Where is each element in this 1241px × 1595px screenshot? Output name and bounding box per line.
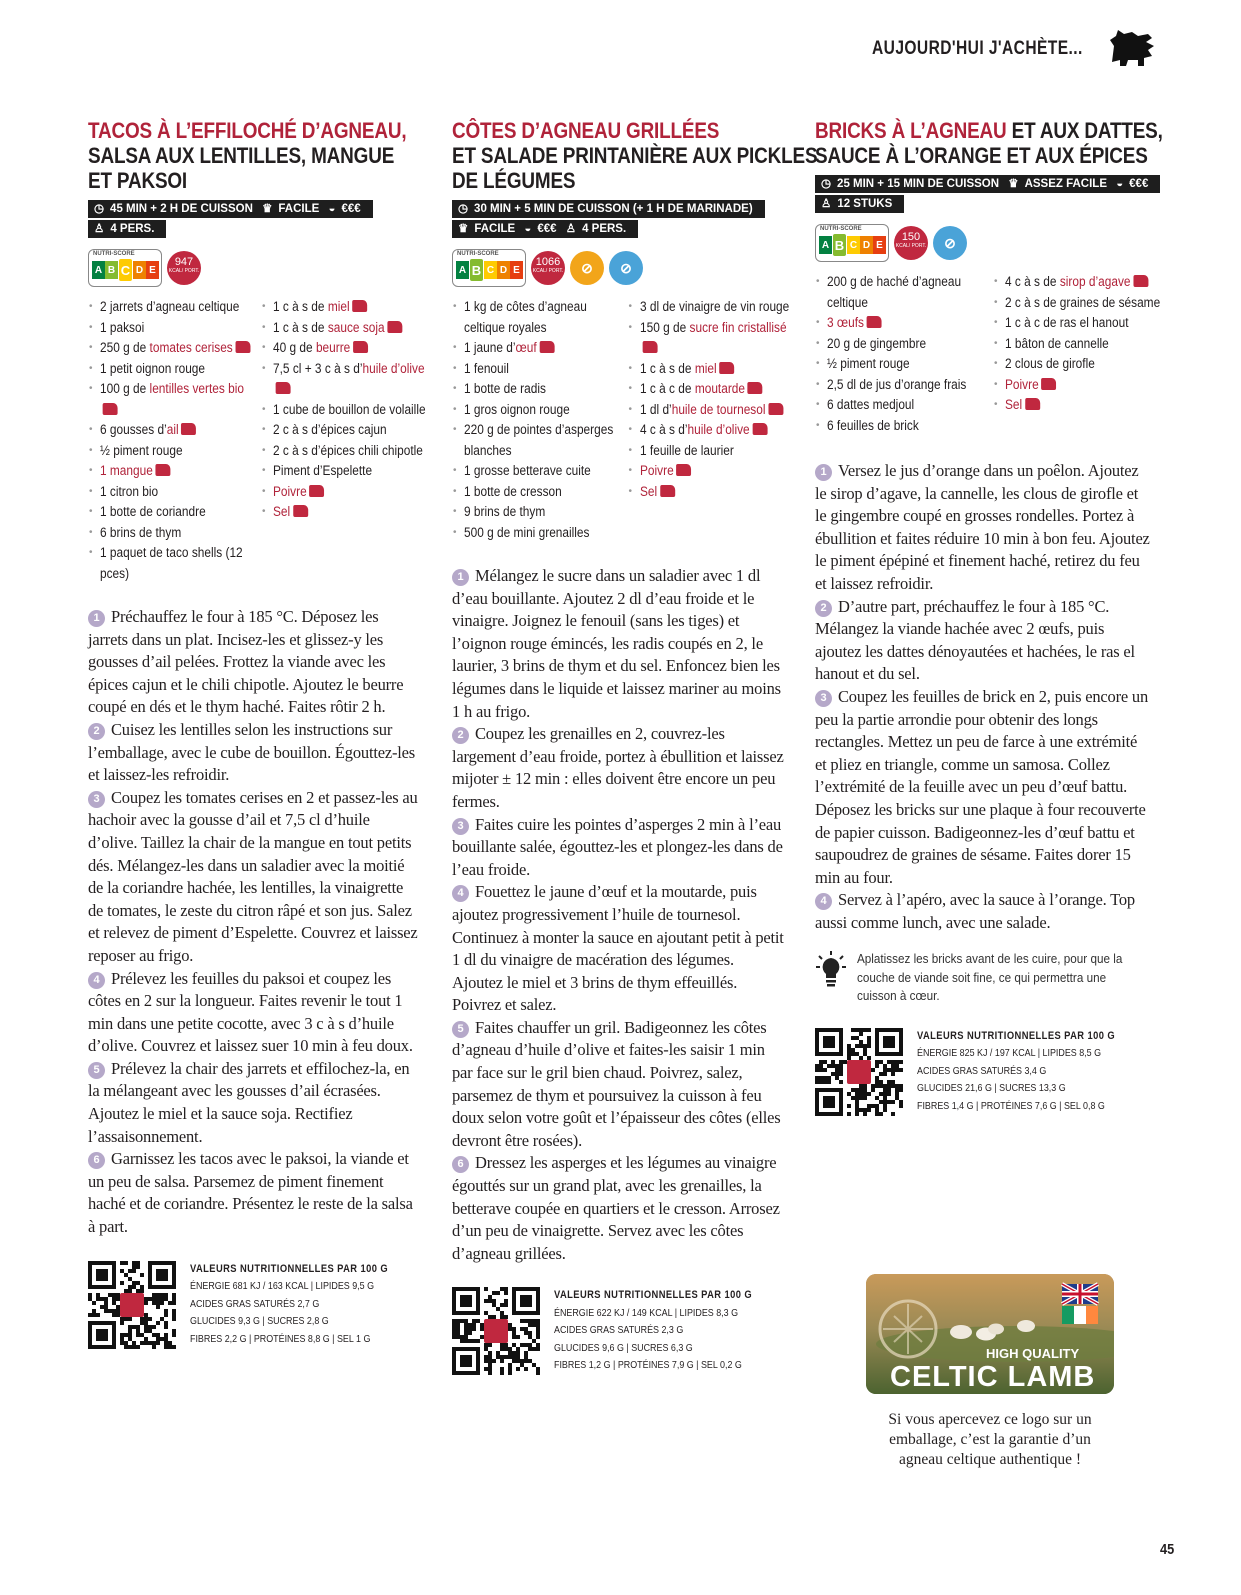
step-number-badge: 2 xyxy=(88,723,105,740)
recipe-step: 1 Mélangez le sucre dans un saladier avec 1 dl d’eau bouillante. Ajoutez 2 dl d’eau froide et le vinaigre. Joignez le fenouil (sans les tiges) et l’oignon rouge émincés, les radis coupés en 2, le laurier, 3 brins de thym et du sel. Enfoncez bien les légumes dans le liquide et laissez mariner au moins 1 h au frigo. xyxy=(452,566,781,721)
nutriscore-badge: NUTRI-SCORE A B C D E xyxy=(452,249,526,287)
ingredient-item: • 7,5 cl + 3 c à s d’huile d’olive xyxy=(261,359,428,400)
delhaize-lion-icon xyxy=(867,316,882,328)
pot-icon: ◒ xyxy=(524,223,532,235)
qr-code[interactable] xyxy=(88,1261,176,1349)
kcal-badge: 947 KCAL/ PORT. xyxy=(167,251,201,285)
delhaize-lion-icon xyxy=(1133,275,1148,287)
title-red: CÔTES D’AGNEAU GRILLÉES xyxy=(452,118,720,143)
ingredient-item: • 1 dl d’huile de tournesol xyxy=(628,400,798,421)
title-line: ET PAKSOI xyxy=(88,168,188,193)
uk-flag-icon xyxy=(1062,1284,1098,1304)
delhaize-lion-icon xyxy=(353,341,368,353)
ingredient-item: • 200 g de haché d’agneau celtique xyxy=(815,272,987,313)
lightbulb-icon xyxy=(815,950,847,988)
recipe-step: 1 Versez le jus d’orange dans un poêlon. Ajoutez le sirop d’agave, la cannelle, les clous de girofle et le gingembre coupé en grosses rondelles. Portez à ébullition et faites réduire 10 min à bon feu. Ajoutez le piment épépiné et finement haché, retirez du feu et laissez refroidir. xyxy=(815,461,1150,593)
title-line: ET SALADE PRINTANIÈRE AUX PICKLES xyxy=(452,143,818,168)
delhaize-lion-icon xyxy=(181,423,196,435)
step-number-badge: 3 xyxy=(452,818,469,835)
recipe-step: 3 Faites cuire les pointes d’asperges 2 min à l’eau bouillante salée, égouttez-les et plongez-les dans de l’eau froide. xyxy=(452,814,783,879)
ingredient-list xyxy=(88,297,428,584)
section-header: AUJOURD'HUI J'ACHÈTE... xyxy=(872,38,1083,59)
step-number-badge: 1 xyxy=(88,610,105,627)
delhaize-lion-icon xyxy=(719,362,734,374)
ingredient-item: • 1 grosse betterave cuite xyxy=(452,461,622,482)
people-icon: ♙ xyxy=(94,223,105,235)
delhaize-lion-logo xyxy=(1108,28,1156,68)
ingredient-item: • 2 jarrets d’agneau celtique xyxy=(88,297,255,318)
price-label: €€€ xyxy=(537,223,557,235)
recipe-step: 2 D’autre part, préchauffez le four à 185 °C. Mélangez la viande hachée avec 2 œufs, puis ajoutez les dattes dénoyautées et hachées, le ras el hanout et du sel. xyxy=(815,596,1135,684)
ingredient-item: • 1 c à s de sauce soja xyxy=(261,318,428,339)
ingredient-list xyxy=(452,297,797,543)
kcal-badge: 150 KCAL/ PORT. xyxy=(894,226,928,260)
ingredient-item: • 1 c à c de moutarde xyxy=(628,379,798,400)
recipe-steps xyxy=(815,460,1151,934)
step-number-badge: 1 xyxy=(815,464,832,481)
title-line: ET AUX DATTES, xyxy=(1006,118,1163,143)
ingredient-item: • 1 bâton de cannelle xyxy=(993,334,1165,355)
ingredient-item: • 9 brins de thym xyxy=(452,502,622,523)
clock-icon: ◷ xyxy=(94,203,105,215)
ingredient-item: • 2,5 dl de jus d’orange frais xyxy=(815,375,987,396)
delhaize-lion-icon xyxy=(768,403,783,415)
ingredient-item: • 1 jaune d’œuf xyxy=(452,338,622,359)
delhaize-lion-icon xyxy=(387,321,402,333)
recipe-cotes xyxy=(452,118,818,1375)
ingredient-item: • 1 c à c de ras el hanout xyxy=(993,313,1165,334)
meta-bar xyxy=(88,200,373,218)
nutriscore-badge: NUTRI-SCORE A B C D E xyxy=(815,224,889,262)
title-line: SALSA AUX LENTILLES, MANGUE xyxy=(88,143,395,168)
delhaize-lion-icon xyxy=(155,464,170,476)
delhaize-lion-icon xyxy=(293,505,308,517)
nutrition-block xyxy=(452,1287,797,1375)
ingredient-item: • 2 c à s de graines de sésame xyxy=(993,293,1165,314)
ingredient-item: • 500 g de mini grenailles xyxy=(452,523,622,544)
price-label: €€€ xyxy=(341,203,361,215)
people-icon: ♙ xyxy=(821,198,832,210)
ingredient-item: • 1 paquet de taco shells (12 pces) xyxy=(88,543,255,584)
title-line: DE LÉGUMES xyxy=(452,168,576,193)
step-number-badge: 5 xyxy=(452,1021,469,1038)
ingredient-item: • 250 g de tomates cerises xyxy=(88,338,255,359)
step-number-badge: 3 xyxy=(88,791,105,808)
recipe-title xyxy=(452,118,818,193)
nutrition-text: VALEURS NUTRITIONNELLES PAR 100 G ÉNERGIE 622 KJ / 149 KCAL | LIPIDES 8,3 G ACIDES GRAS SATURÉS 2,3 G GLUCIDES 9,6 G | SUCRES 6,3 G FIBRES 1,2 G | PROTÉINES 7,9 G | SEL 0,2 G xyxy=(554,1289,753,1372)
ingredient-item: • Sel xyxy=(993,395,1165,416)
recipe-meta xyxy=(815,174,1165,214)
clock-icon: ◷ xyxy=(821,178,832,190)
delhaize-lion-icon xyxy=(642,341,657,353)
meta-bar xyxy=(815,175,1160,193)
nutrition-block xyxy=(815,1028,1165,1116)
delhaize-lion-icon xyxy=(309,485,324,497)
recipe-meta xyxy=(88,199,428,239)
ingredient-item: • 6 brins de thym xyxy=(88,523,255,544)
step-number-badge: 6 xyxy=(452,1156,469,1173)
ingredient-list xyxy=(815,272,1165,436)
celtic-lamb-logo xyxy=(866,1274,1114,1394)
lactose-free-icon: ⊘ xyxy=(609,251,643,285)
delhaize-lion-icon xyxy=(539,341,554,353)
pot-icon: ◒ xyxy=(328,203,336,215)
recipe-step: 4 Prélevez les feuilles du paksoi et coupez les côtes en 2 sur la longueur. Faites revenir le tout 1 min dans une petite cocotte, avec 3 c à s d’huile d’olive. Couvrez et laissez suer 10 min à feu doux. xyxy=(88,968,413,1056)
recipe-title xyxy=(88,118,428,193)
ingredient-item: • Sel xyxy=(261,502,428,523)
ingredient-item: • 1 petit oignon rouge xyxy=(88,359,255,380)
title-line: SAUCE À L’ORANGE ET AUX ÉPICES xyxy=(815,143,1148,168)
delhaize-lion-icon xyxy=(103,403,118,415)
ingredient-item: • 1 citron bio xyxy=(88,482,255,503)
ingredient-item: • 1 cube de bouillon de volaille xyxy=(261,400,428,421)
chef-hat-icon: ♛ xyxy=(262,203,273,215)
meta-bar xyxy=(815,195,904,213)
difficulty-label: ASSEZ FACILE xyxy=(1024,178,1107,190)
gluten-free-icon: ⊘ xyxy=(570,251,604,285)
step-number-badge: 2 xyxy=(815,600,832,617)
ingredient-item: • 4 c à s d’huile d’olive xyxy=(628,420,798,441)
ingredient-item: • 1 c à s de miel xyxy=(628,359,798,380)
time-label: 45 MIN + 2 H DE CUISSON xyxy=(110,203,253,215)
recipe-steps xyxy=(88,606,420,1239)
nutrition-block xyxy=(88,1261,428,1349)
people-icon: ♙ xyxy=(565,223,577,235)
qr-code[interactable] xyxy=(452,1287,540,1375)
time-label: 30 MIN + 5 MIN DE CUISSON (+ 1 H DE MARINADE) xyxy=(474,203,753,215)
recipe-step: 6 Garnissez les tacos avec le paksoi, la viande et un peu de salsa. Parsemez de piment finement haché et de coriandre. Présentez le reste de la salsa à part. xyxy=(88,1149,413,1237)
chef-hat-icon: ♛ xyxy=(458,223,469,235)
ingredient-item: • Poivre xyxy=(993,375,1165,396)
delhaize-lion-icon xyxy=(235,341,250,353)
title-red: TACOS À L’EFFILOCHÉ D’AGNEAU, xyxy=(88,118,407,143)
delhaize-lion-icon xyxy=(752,423,767,435)
tip-text: Aplatissez les bricks avant de les cuire, pour que la couche de viande soit fine, ce qui permettra une cuisson à cœur. xyxy=(857,951,1123,1004)
badges xyxy=(815,222,1165,264)
page-number: 45 xyxy=(1160,1541,1175,1558)
ingredient-item: • 1 fenouil xyxy=(452,359,622,380)
step-number-badge: 6 xyxy=(88,1152,105,1169)
ingredient-item: • 1 feuille de laurier xyxy=(628,441,798,462)
celtic-lamb-picture xyxy=(866,1274,1114,1394)
ingredient-item: • 100 g de lentilles vertes bio xyxy=(88,379,255,420)
recipe-title xyxy=(815,118,1165,168)
difficulty-label: FACILE xyxy=(474,223,516,235)
difficulty-label: FACILE xyxy=(278,203,320,215)
step-number-badge: 3 xyxy=(815,690,832,707)
recipe-step: 1 Préchauffez le four à 185 °C. Déposez les jarrets dans un plat. Incisez-les et glissez-y les gousses d’ail pelées. Frottez la viande avec les épices cajun et le chili chipotle. Ajoutez le beurre coupé en dés et le thym haché. Faites rôtir 2 h. xyxy=(88,607,404,717)
chef-hat-icon: ♛ xyxy=(1008,178,1019,190)
celtic-caption: Si vous apercevez ce logo sur un emballage, c’est la garantie d’un agneau celtique authentique ! xyxy=(888,1411,1092,1468)
title-red: BRICKS À L’AGNEAU xyxy=(815,118,1007,143)
nutrition-text: VALEURS NUTRITIONNELLES PAR 100 G ÉNERGIE 825 KJ / 197 KCAL | LIPIDES 8,5 G ACIDES GRAS SATURÉS 3,4 G GLUCIDES 21,6 G | SUCRES 13,3 G FIBRES 1,4 G | PROTÉINES 7,6 G | SEL 0,8 G xyxy=(917,1029,1116,1112)
recipe-step: 4 Fouettez le jaune d’œuf et la moutarde, puis ajoutez progressivement l’huile de tournesol. Continuez à monter la sauce en ajoutant petit à petit 1 dl du vinaigre de macération des légumes. Ajoutez le miel et 3 brins de thym effeuillés. Poivrez et salez. xyxy=(452,882,784,1015)
recipe-step: 4 Servez à l’apéro, avec la sauce à l’orange. Top aussi comme lunch, avec une salade. xyxy=(815,890,1135,932)
recipe-tacos xyxy=(88,118,428,1349)
badges xyxy=(452,247,797,289)
servings-label: 12 STUKS xyxy=(837,198,893,210)
ingredient-item: • 1 kg de côtes d’agneau celtique royales xyxy=(452,297,622,338)
ingredient-item: • 1 paksoi xyxy=(88,318,255,339)
recipe-bricks xyxy=(815,118,1165,1116)
ingredient-item: • 1 c à s de miel xyxy=(261,297,428,318)
delhaize-lion-icon xyxy=(659,485,674,497)
lactose-free-icon: ⊘ xyxy=(933,226,967,260)
recipe-step: 5 Faites chauffer un gril. Badigeonnez les côtes d’agneau d’huile d’olive et faites-les saisir 1 min par face sur le gril bien chaud. Poivrez, salez, parsemez de thym et poursuivez la cuisson à feu doux selon votre goût et l’épaisseur des côtes (elles devront être rosées). xyxy=(452,1017,781,1150)
qr-code[interactable] xyxy=(815,1028,903,1116)
ingredient-item: • 1 botte de radis xyxy=(452,379,622,400)
ingredient-item: • 3 œufs xyxy=(815,313,987,334)
recipe-steps xyxy=(452,565,784,1265)
step-number-badge: 2 xyxy=(452,727,469,744)
ingredient-item: • 40 g de beurre xyxy=(261,338,428,359)
recipe-step: 6 Dressez les asperges et les légumes au vinaigre égouttés sur un grand plat, avec les grenailles, la betterave coupée en quartiers et le cresson. Arrosez d’un peu de vinaigrette. Servez avec les côtes d’agneau grillées. xyxy=(452,1153,780,1263)
recipe-step: 3 Coupez les feuilles de brick en 2, puis encore un peu la partie arrondie pour obtenir des longs rectangles. Mettez un peu de farce à une extrémité et pliez en triangle, comme un samosa. Collez l’extrémité de la feuille avec un peu d’œuf battu. Déposez les bricks sur une plaque à four recouverte de papier cuisson. Badigeonnez-les d’œuf battu et saupoudrez de graines de sésame. Faites dorer 15 min au four. xyxy=(815,686,1149,887)
recipe-step: 3 Coupez les tomates cerises en 2 et passez-les au hachoir avec la gousse d’ail et 7,5 cl d’huile d’olive. Taillez la chair de la mangue en tout petits dés. Mélangez-les dans un saladier avec la moitié de la coriandre hachée, les lentilles, la vinaigrette de tomates, le zeste du citron râpé et son jus. Salez et relevez de piment d’Espelette. Couvrez et laissez reposer au frigo. xyxy=(88,787,418,965)
pot-icon: ◒ xyxy=(1116,178,1124,190)
ingredient-item: • 2 c à s d’épices chili chipotle xyxy=(261,441,428,462)
badges xyxy=(88,247,428,289)
recipe-step: 2 Coupez les grenailles en 2, couvrez-les largement d’eau froide, portez à ébullition et laissez mijoter ± 12 min : elles doivent être encore un peu fermes. xyxy=(452,724,784,811)
kcal-badge: 1066 KCAL/ PORT. xyxy=(531,251,565,285)
ingredient-item: • Sel xyxy=(628,482,798,503)
ingredient-item: • 2 clous de girofle xyxy=(993,354,1165,375)
step-number-badge: 4 xyxy=(88,972,105,989)
ingredient-item: • Poivre xyxy=(628,461,798,482)
meta-bar xyxy=(452,200,765,218)
recipe-step: 2 Cuisez les lentilles selon les instructions sur l’emballage, avec le cube de bouillon. Égouttez-les et laissez-les refroidir. xyxy=(88,719,415,785)
delhaize-lion-icon xyxy=(276,382,291,394)
clock-icon: ◷ xyxy=(458,203,469,215)
delhaize-lion-icon xyxy=(747,382,762,394)
celtic-line1: HIGH QUALITY xyxy=(986,1346,1080,1361)
ingredient-item: • 1 botte de coriandre xyxy=(88,502,255,523)
ingredient-item: • Piment d’Espelette xyxy=(261,461,428,482)
ingredient-item: • 150 g de sucre fin cristallisé xyxy=(628,318,798,359)
step-number-badge: 5 xyxy=(88,1062,105,1079)
delhaize-lion-icon xyxy=(352,300,367,312)
ingredient-item: • 20 g de gingembre xyxy=(815,334,987,355)
meta-bar xyxy=(452,220,638,238)
servings-label: 4 PERS. xyxy=(582,223,627,235)
ingredient-item: • ½ piment rouge xyxy=(815,354,987,375)
delhaize-lion-icon xyxy=(676,464,691,476)
step-number-badge: 1 xyxy=(452,569,469,586)
ingredient-item: • 1 gros oignon rouge xyxy=(452,400,622,421)
delhaize-lion-icon xyxy=(1025,398,1040,410)
ingredient-item: • 6 feuilles de brick xyxy=(815,416,987,437)
step-number-badge: 4 xyxy=(452,885,469,902)
time-label: 25 MIN + 15 MIN DE CUISSON xyxy=(837,178,1000,190)
price-label: €€€ xyxy=(1129,178,1149,190)
ingredient-item: • 3 dl de vinaigre de vin rouge xyxy=(628,297,798,318)
tip-block xyxy=(815,950,1165,1006)
ingredient-item: • 220 g de pointes d’asperges blanches xyxy=(452,420,622,461)
recipe-meta xyxy=(452,199,797,239)
ingredient-item: • 6 gousses d’ail xyxy=(88,420,255,441)
ingredient-item: • 6 dattes medjoul xyxy=(815,395,987,416)
ingredient-item: • Poivre xyxy=(261,482,428,503)
delhaize-lion-icon xyxy=(1041,378,1056,390)
ingredient-item: • ½ piment rouge xyxy=(88,441,255,462)
ingredient-item: • 1 mangue xyxy=(88,461,255,482)
step-number-badge: 4 xyxy=(815,893,832,910)
nutrition-text: VALEURS NUTRITIONNELLES PAR 100 G ÉNERGIE 681 KJ / 163 KCAL | LIPIDES 9,5 G ACIDES GRAS SATURÉS 2,7 G GLUCIDES 9,3 G | SUCRES 2,8 G FIBRES 2,2 G | PROTÉINES 8,8 G | SEL 1 G xyxy=(190,1262,389,1345)
celtic-line2: CELTIC LAMB xyxy=(890,1361,1096,1393)
ingredient-item: • 2 c à s d’épices cajun xyxy=(261,420,428,441)
meta-bar xyxy=(88,220,166,238)
nutriscore-badge: NUTRI-SCORE A B C D E xyxy=(88,249,162,287)
recipe-step: 5 Prélevez la chair des jarrets et effilochez-la, en la mélangeant avec les gousses d’ail écrasées. Ajoutez le miel et la sauce soja. Rectifiez l’assaisonnement. xyxy=(88,1058,410,1146)
ireland-flag-icon xyxy=(1062,1306,1098,1324)
ingredient-item: • 4 c à s de sirop d’agave xyxy=(993,272,1165,293)
ingredient-item: • 1 botte de cresson xyxy=(452,482,622,503)
servings-label: 4 PERS. xyxy=(110,223,155,235)
